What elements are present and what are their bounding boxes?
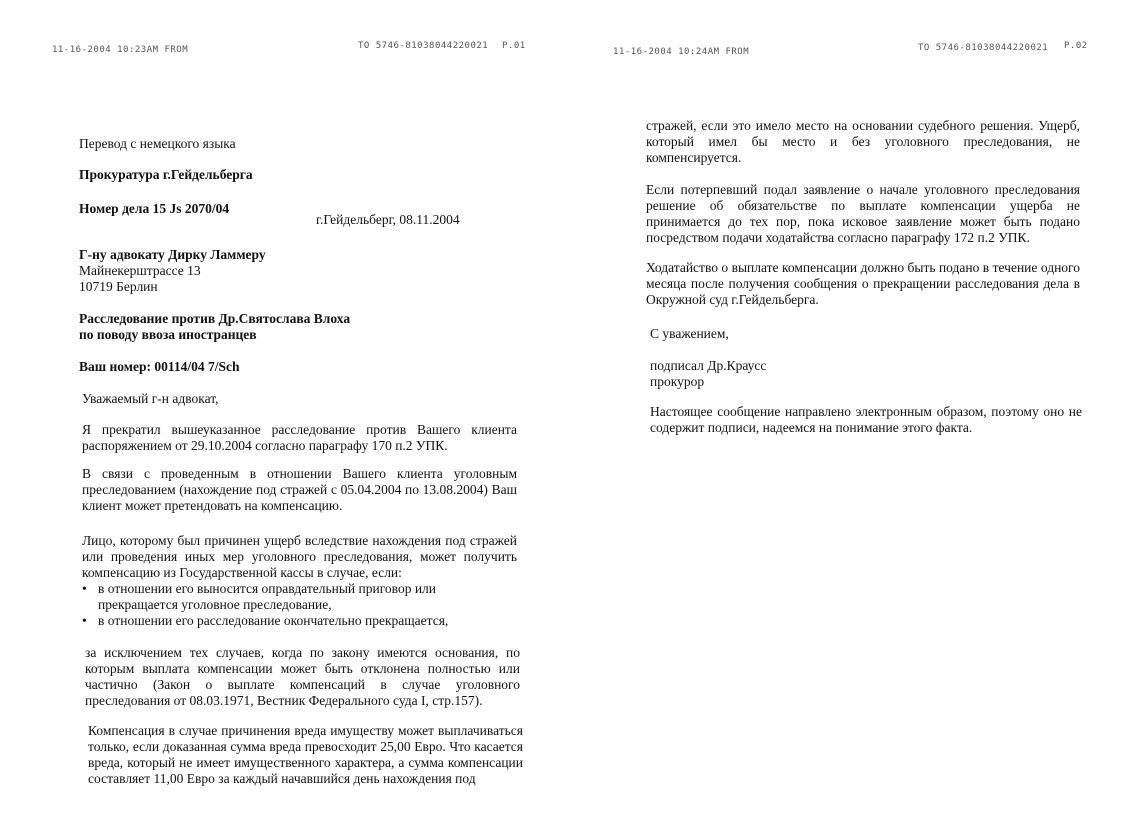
- translation-note: Перевод с немецкого языка: [79, 136, 236, 151]
- salutation: Уважаемый г-н адвокат,: [82, 391, 219, 406]
- office-name: Прокуратура г.Гейдельберга: [79, 167, 253, 182]
- recipient-city: 10719 Берлин: [79, 279, 158, 294]
- paragraph-7: Ходатайство о выплате компенсации должно быть подано в течение одного месяца после получения сообщения о прекращении расследования дела в Окружной суд г.Гейдельберга.: [646, 260, 1080, 307]
- subject-line-2: по поводу ввоза иностранцев: [79, 327, 257, 342]
- fax-header-page: P.01: [502, 41, 526, 51]
- paragraph-2: В связи с проведенным в отношении Вашего клиента уголовным преследованием (нахождение под стражей с 05.04.2004 по 13.08.2004) Ваш клиент может претендовать на компенсацию.: [82, 466, 517, 513]
- list-item: [79, 581, 519, 613]
- paragraph-3: Лицо, которому был причинен ущерб вследствие нахождения под стражей или проведения иных мер уголовного преследования, может получить компенсацию из Государственной кассы в случае, если:: [82, 533, 517, 580]
- case-number: Номер дела 15 Js 2070/04: [79, 201, 230, 216]
- subject-line-1: Расследование против Др.Святослава Влоха: [79, 311, 351, 326]
- place-date: г.Гейдельберг, 08.11.2004: [316, 212, 460, 227]
- paragraph-6: Если потерпевший подал заявление о начале уголовного преследования решение об обязательстве по выплате компенсации ущерба не принимается до тех пор, пока исковое заявление может быть подано посредством подачи ходатайства согласно параграфу 172 п.2 УПК.: [646, 182, 1080, 245]
- fax-header-page: P.02: [1064, 41, 1088, 51]
- list-item-text: в отношении его выносится оправдательный приговор или прекращается уголовное преследование,: [98, 581, 437, 612]
- bullet-icon: •: [82, 613, 87, 628]
- fax-header-to: TO 5746-81038044220021: [358, 41, 489, 51]
- signature-line: подписал Др.Краусс: [650, 358, 767, 373]
- fax-header-to: TO 5746-81038044220021: [918, 43, 1049, 53]
- fax-header-datetime: 11-16-2004 10:24AM FROM: [613, 47, 750, 57]
- closing: С уважением,: [650, 326, 729, 341]
- list-item-text: в отношении его расследование окончательно прекращается,: [98, 613, 449, 628]
- conditions-list: [79, 581, 519, 629]
- paragraph-continued: стражей, если это имело место на основании судебного решения. Ущерб, который имел бы место и без уголовного преследования, не компенсируется.: [646, 118, 1080, 165]
- recipient-street: Майнекерштрассе 13: [79, 263, 201, 278]
- paragraph-1: Я прекратил вышеуказанное расследование против Вашего клиента распоряжением от 29.10.2004 согласно параграфу 170 п.2 УПК.: [82, 422, 517, 453]
- signer-title: прокурор: [650, 374, 705, 389]
- recipient-name: Г-ну адвокату Дирку Ламмеру: [79, 247, 266, 262]
- your-reference: Ваш номер: 00114/04 7/Sch: [79, 359, 240, 374]
- bullet-icon: •: [82, 581, 87, 596]
- list-item: [79, 613, 519, 629]
- electronic-note: Настоящее сообщение направлено электронным образом, поэтому оно не содержит подписи, надеемся на понимание этого факта.: [650, 404, 1082, 435]
- fax-header-datetime: 11-16-2004 10:23AM FROM: [52, 45, 189, 55]
- paragraph-4: за исключением тех случаев, когда по закону имеются основания, по которым выплата компенсации может быть отклонена полностью или частично (Закон о выплате компенсаций в случае уголовного преследования от 08.03.1971, Вестник Федерального суда I, стр.157).: [85, 645, 520, 708]
- paragraph-5: Компенсация в случае причинения вреда имуществу может выплачиваться только, если доказанная сумма вреда превосходит 25,00 Евро. Что касается вреда, который не имеет имущественного характера, а сумма компенсации составляет 11,00 Евро за каждый начавшийся день нахождения под: [88, 723, 523, 786]
- fax-page-2: [562, 0, 1124, 816]
